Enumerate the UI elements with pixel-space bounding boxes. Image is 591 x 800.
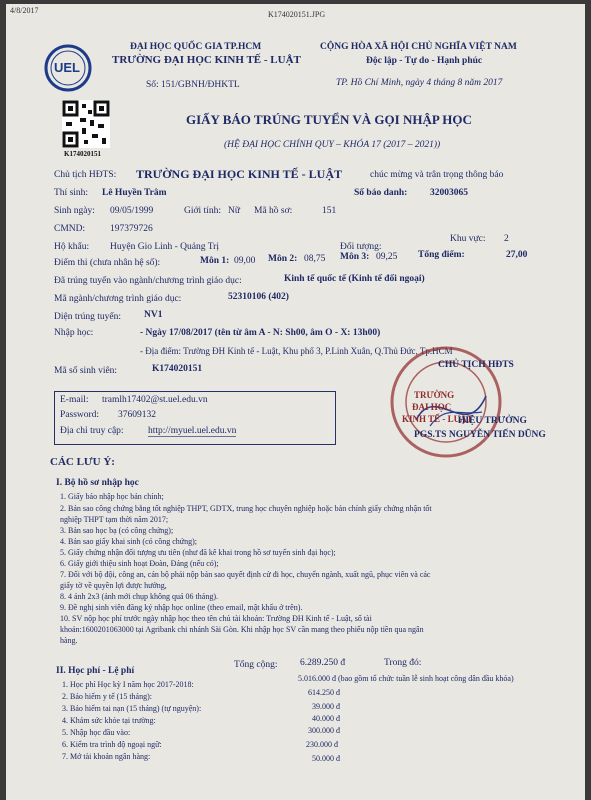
- congrats-text: chúc mừng và trân trọng thông báo: [370, 170, 504, 180]
- gender-value: Nữ: [228, 206, 241, 216]
- section2-heading: II. Học phí - Lệ phí: [56, 666, 135, 676]
- fee-label: 4. Khám sức khỏe tại trường:: [62, 716, 156, 725]
- mon2-value: 08,75: [304, 254, 326, 264]
- file-value: 151: [322, 206, 337, 216]
- document-number: Số: 151/GBNH/ĐHKTL: [146, 80, 240, 90]
- gender-label: Giới tính:: [184, 206, 221, 216]
- note-item: 7. Đối với bộ đội, công an, cán bộ phải nộp bản sao quyết định cử đi học, chuyển ngành, xuất ngũ, phục viên và các: [60, 570, 431, 579]
- signature-name: PGS.TS NGUYỄN TIẾN DŨNG: [414, 430, 546, 440]
- fee-value: 5.016.000 đ (bao gồm tổ chức tuần lễ sinh hoạt công dân đầu khóa): [298, 674, 514, 683]
- file-name: K174020151.JPG: [268, 10, 326, 19]
- adm-label: Diện trúng tuyển:: [54, 312, 122, 322]
- cmnd-value: 197379726: [110, 224, 153, 234]
- fee-value: 39.000 đ: [312, 702, 340, 711]
- note-item: 5. Giấy chứng nhận đối tượng ưu tiên (như đã kê khai trong hồ sơ tuyển sinh đại học);: [60, 548, 336, 557]
- mon2-label: Môn 2:: [268, 254, 298, 264]
- signature-subtitle: HIỆU TRƯỞNG: [458, 416, 527, 426]
- password-value: 37609132: [118, 410, 156, 420]
- qr-code: [62, 100, 110, 148]
- email-value[interactable]: tramlh17402@st.uel.edu.vn: [102, 395, 208, 405]
- note-item: 8. 4 ảnh 2x3 (ảnh mới chụp không quá 06 tháng).: [60, 592, 218, 601]
- sid-label: Mã số sinh viên:: [54, 366, 118, 376]
- sid-value: K174020151: [152, 364, 203, 374]
- email-label: E-mail:: [60, 395, 89, 405]
- dob-value: 09/05/1999: [110, 206, 154, 216]
- region-value: 2: [504, 234, 509, 244]
- mon3-label: Môn 3:: [340, 252, 370, 262]
- url-label: Địa chỉ truy cập:: [60, 426, 124, 436]
- motto: Độc lập - Tự do - Hạnh phúc: [366, 56, 483, 66]
- dob-label: Sinh ngày:: [54, 206, 95, 216]
- chairman-value: TRƯỜNG ĐẠI HỌC KINH TẾ - LUẬT: [136, 167, 343, 181]
- fee-value: 40.000 đ: [312, 714, 340, 723]
- total-label: Tổng điểm:: [418, 250, 465, 260]
- page-subtitle: (HỆ ĐẠI HỌC CHÍNH QUY – KHÓA 17 (2017 – 2021)): [224, 140, 441, 150]
- enroll-place: - Địa điểm: Trường ĐH Kinh tế - Luật, Khu phố 3, P.Linh Xuân, Q.Thủ Đức, Tp.HCM: [140, 346, 453, 356]
- note-item: 4. Bản sao giấy khai sinh (có công chứng);: [60, 537, 197, 546]
- note-item: khoản:1600201063000 tại Agribank chi nhánh Sài Gòn. Khi nhập học SV cần mang theo phiếu nộp tiền qua ngân: [60, 625, 424, 634]
- portal-link[interactable]: http://myuel.uel.edu.vn: [148, 426, 237, 436]
- fee-label: 7. Mở tài khoản ngân hàng:: [62, 752, 151, 761]
- school-name: TRƯỜNG ĐẠI HỌC KINH TẾ - LUẬT: [112, 54, 301, 66]
- note-item: 6. Giấy giới thiệu sinh hoạt Đoàn, Đảng (nếu có);: [60, 559, 219, 568]
- name-label: Thí sinh:: [54, 188, 89, 198]
- mon1-label: Môn 1:: [200, 256, 230, 266]
- code-value: 52310106 (402): [228, 292, 289, 302]
- note-item: nghiệp THPT tạm thời năm 2017;: [60, 515, 169, 524]
- cmnd-label: CMND:: [54, 224, 86, 234]
- score-label: Điểm thi (chưa nhân hệ số):: [54, 258, 161, 268]
- stamp-line1: TRƯỜNG: [414, 390, 455, 400]
- university-name: ĐẠI HỌC QUỐC GIA TP.HCM: [130, 42, 262, 52]
- major-label: Đã trúng tuyển vào ngành/chương trình giáo dục:: [54, 276, 242, 286]
- code-label: Mã ngành/chương trình giáo dục:: [54, 294, 182, 304]
- object-label: Đối tượng:: [340, 242, 382, 252]
- total-value: 27,00: [506, 250, 528, 260]
- fee-label: 3. Bảo hiểm tai nạn (15 tháng) (tự nguyện):: [62, 704, 202, 713]
- candidate-name: Lê Huyền Trâm: [102, 188, 167, 198]
- note-item: 10. SV nộp học phí trước ngày nhập học theo tên chủ tài khoản: Trường ĐH Kinh tế - Luật, số tài: [60, 614, 372, 623]
- fee-value: 230.000 đ: [306, 740, 338, 749]
- note-item: giấy tờ về quyền lợi được hưởng,: [60, 581, 167, 590]
- stamp-line2: ĐẠI HỌC: [412, 402, 452, 412]
- fee-total-value: 6.289.250 đ: [300, 658, 346, 668]
- address-label: Hộ khẩu:: [54, 242, 90, 252]
- stamp-line3: KINH TẾ - LUẬT: [402, 414, 473, 424]
- admission-letter: [6, 4, 585, 800]
- fee-total-label: Tổng cộng:: [234, 660, 278, 670]
- enroll-date: - Ngày 17/08/2017 (tên từ âm A - N: Sh00, âm O - X: 13h00): [140, 328, 381, 338]
- chairman-label: Chủ tịch HĐTS:: [54, 170, 117, 180]
- notes-heading: CÁC LƯU Ý:: [50, 456, 115, 468]
- fee-value: 50.000 đ: [312, 754, 340, 763]
- print-date: 4/8/2017: [10, 6, 39, 15]
- adm-value: NV1: [144, 310, 163, 320]
- note-item: hàng.: [60, 636, 78, 645]
- signature-title: CHỦ TỊCH HĐTS: [438, 360, 514, 370]
- fee-label: 5. Nhập học đầu vào:: [62, 728, 131, 737]
- fee-value: 300.000 đ: [308, 726, 340, 735]
- major-value: Kinh tế quốc tế (Kinh tế đối ngoại): [284, 274, 425, 284]
- file-label: Mã hồ sơ:: [254, 206, 293, 216]
- enroll-label: Nhập học:: [54, 328, 94, 338]
- note-item: 3. Bản sao học bạ (có công chứng);: [60, 526, 174, 535]
- fee-label: 2. Bảo hiểm y tế (15 tháng):: [62, 692, 152, 701]
- mon1-value: 09,00: [234, 256, 256, 266]
- mon3-value: 09,25: [376, 252, 398, 262]
- section1-heading: I. Bộ hồ sơ nhập học: [56, 478, 139, 488]
- note-item: 9. Đề nghị sinh viên đăng ký nhập học online (theo email, mật khẩu ở trên).: [60, 603, 303, 612]
- password-label: Password:: [60, 410, 100, 420]
- note-item: 1. Giấy báo nhập học bản chính;: [60, 492, 164, 501]
- fee-in-which: Trong đó:: [384, 658, 422, 668]
- note-item: 2. Bản sao công chứng bằng tốt nghiệp THPT, GDTX, trung học chuyên nghiệp hoặc bản chính giấy chứng nhận tốt: [60, 504, 432, 513]
- nation-name: CỘNG HÒA XÃ HỘI CHỦ NGHĨA VIỆT NAM: [320, 42, 517, 52]
- sbd-value: 32003065: [430, 188, 468, 198]
- fee-label: 6. Kiểm tra trình độ ngoại ngữ:: [62, 740, 162, 749]
- region-label: Khu vực:: [450, 234, 486, 244]
- qr-caption: K174020151: [64, 150, 101, 158]
- sbd-label: Số báo danh:: [354, 188, 408, 198]
- logo-text: UEL: [54, 60, 80, 75]
- page-title: GIẤY BÁO TRÚNG TUYỂN VÀ GỌI NHẬP HỌC: [186, 112, 472, 127]
- fee-value: 614.250 đ: [308, 688, 340, 697]
- place-date: TP. Hồ Chí Minh, ngày 4 tháng 8 năm 2017: [336, 78, 503, 88]
- fee-label: 1. Học phí Học kỳ I năm học 2017-2018:: [62, 680, 194, 689]
- address-value: Huyện Gio Linh - Quảng Trị: [110, 242, 219, 252]
